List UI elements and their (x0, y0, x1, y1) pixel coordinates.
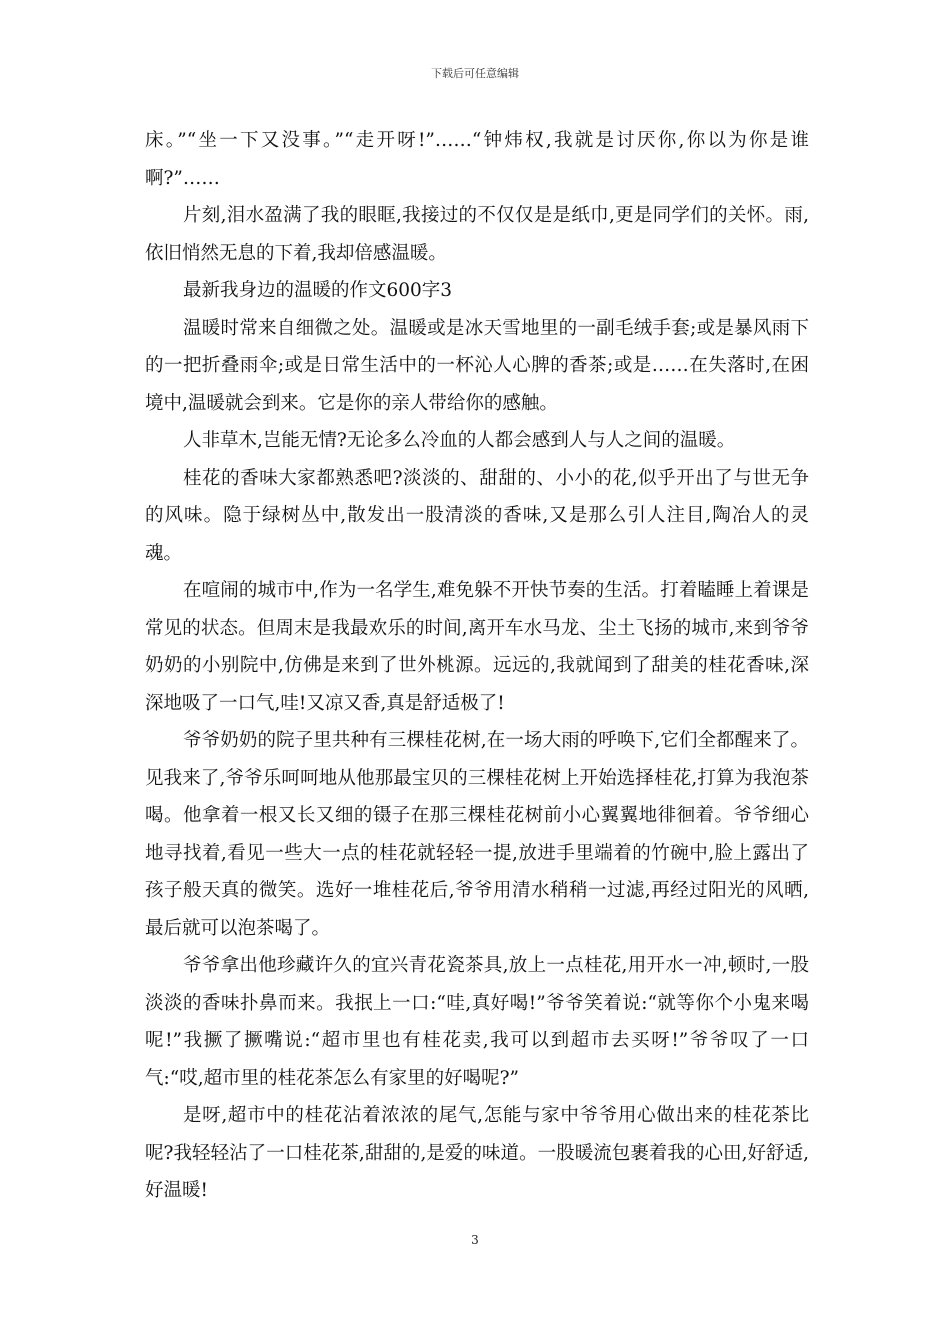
document-body (145, 122, 809, 1210)
page-header: 下载后可任意编辑 (431, 67, 519, 80)
paragraph-8: 爷爷奶奶的院子里共种有三棵桂花树,在一场大雨的呼唤下,它们全都醒来了。见我来了,爷爷乐呵呵地从他那最宝贝的三棵桂花树上开始选择桂花,打算为我泡茶喝。他拿着一根又长又细的镊子在那三棵桂花树前小心翼翼地徘徊着。爷爷细心地寻找着,看见一些大一点的桂花就轻轻一提,放进手里端着的竹碗中,脸上露出了孩子般天真的微笑。选好一堆桂花后,爷爷用清水稍稍一过滤,再经过阳光的风晒,最后就可以泡茶喝了。 (145, 730, 809, 939)
paragraph-4: 温暖时常来自细微之处。温暖或是冰天雪地里的一副毛绒手套;或是暴风雨下的一把折叠雨伞;或是日常生活中的一杯沁人心脾的香茶;或是……在失落时,在困境中,温暖就会到来。它是你的亲人带给你的感触。 (145, 317, 809, 414)
paragraph-1: 床。”“坐一下又没事。”“走开呀!”……“钟炜权,我就是讨厌你,你以为你是谁啊?”…… (145, 130, 809, 189)
paragraph-10: 是呀,超市中的桂花沾着浓浓的尾气,怎能与家中爷爷用心做出来的桂花茶比呢?我轻轻沾了一口桂花茶,甜甜的,是爱的味道。一股暖流包裹着我的心田,好舒适,好温暖! (145, 1105, 809, 1201)
paragraph-2: 片刻,泪水盈满了我的眼眶,我接过的不仅仅是是纸巾,更是同学们的关怀。雨,依旧悄然无息的下着,我却倍感温暖。 (145, 205, 809, 264)
page-number: 3 (471, 1233, 479, 1247)
section-title: 最新我身边的温暖的作文600字3 (183, 280, 453, 301)
paragraph-6: 桂花的香味大家都熟悉吧?淡淡的、甜甜的、小小的花,似乎开出了与世无争的风味。隐于绿树丛中,散发出一股清淡的香味,又是那么引人注目,陶冶人的灵魂。 (145, 467, 809, 564)
paragraph-7: 在喧闹的城市中,作为一名学生,难免躲不开快节奏的生活。打着瞌睡上着课是常见的状态。但周末是我最欢乐的时间,离开车水马龙、尘土飞扬的城市,来到爷爷奶奶的小别院中,仿佛是来到了世外桃源。远远的,我就闻到了甜美的桂花香味,深深地吸了一口气,哇!又凉又香,真是舒适极了! (145, 580, 809, 714)
paragraph-5: 人非草木,岂能无情?无论多么冷血的人都会感到人与人之间的温暖。 (183, 430, 736, 451)
paragraph-9: 爷爷拿出他珍藏许久的宜兴青花瓷茶具,放上一点桂花,用开水一冲,顿时,一股淡淡的香味扑鼻而来。我抿上一口:“哇,真好喝!”爷爷笑着说:“就等你个小鬼来喝呢!”我撅了撅嘴说:“超市里也有桂花卖,我可以到超市去买呀!”爷爷叹了一口气:“哎,超市里的桂花茶怎么有家里的好喝呢?” (145, 955, 809, 1089)
